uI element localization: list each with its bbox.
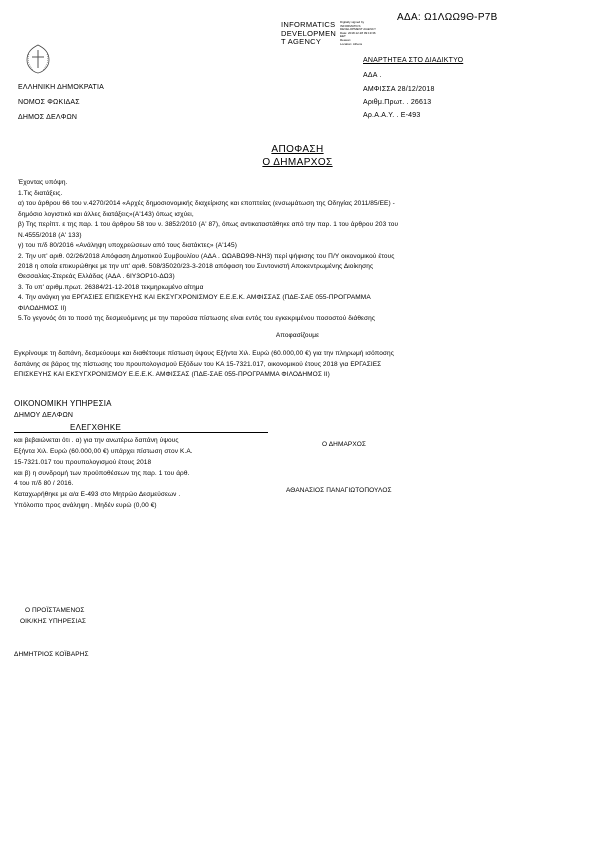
publish-online-label: ΑΝΑΡΤΗΤΕΑ ΣΤΟ ΔΙΑΔΙΚΤΥΟ: [363, 57, 464, 64]
finance-line: και β) η συνδρομή των προϋποθέσεων της παρ. 1 του άρθ.: [14, 470, 190, 477]
body-line: Ν.4555/2018 (Α' 133): [18, 232, 82, 239]
decision-heading: Αποφασίζουμε: [275, 332, 320, 339]
decision-line: Εγκρίνουμε τη δαπάνη, δεσμεύουμε και διαθέτουμε πίστωση ύψους Εξήντα Χιλ. Ευρώ (60.000,00 €) για την πληρωμή ισόποσης: [14, 350, 394, 357]
decision-line: δαπάνης σε βάρος της πίστωσης του προυπολογισμού Εξόδων του ΚΑ 15-7321.017, οικονομικού έτους 2018 για ΕΡΓΑΣΙΕΣ: [14, 361, 382, 368]
finance-service-label: ΟΙΚΟΝΟΜΙΚΗ ΥΠΗΡΕΣΙΑ: [14, 399, 112, 408]
body-line: 2018 η οποία επικυρώθηκε με την υπ' αριθ. 508/35020/23-3-2018 απόφαση του Συντονιστή Αποκεντρωμένης Διοίκησης: [18, 263, 374, 270]
body-line: 3. Το υπ' αριθμ.πρωτ. 26384/21-12-2018 τεκμηριωμένο αίτημα: [18, 284, 204, 291]
agency-name-line: DEVELOPMEN: [281, 28, 337, 38]
signature-line: DEVELOPMENT AGENCY: [340, 27, 376, 32]
body-line: α) του άρθρου 66 του ν.4270/2014 «Αρχές δημοσιονομικής διαχείρισης και εποπτείας (ενσωμάτωση της Οδηγίας 2011/85/ΕΕ) -: [18, 200, 395, 207]
place-date: ΑΜΦΙΣΣΑ 28/12/2018: [363, 86, 435, 93]
coat-of-arms-icon: [22, 42, 54, 76]
finance-line: Υπόλοιπο προς ανάληψη . Μηδέν ευρώ (0,00 €): [14, 502, 157, 509]
aay-number: Αρ.Α.Α.Υ. . Ε-493: [363, 112, 421, 119]
signature-line: INFORMATICS: [340, 23, 361, 28]
mayor-label: Ο ΔΗΜΑΡΧΟΣ: [322, 441, 367, 448]
protocol-number: Αριθμ.Πρωτ. . 26613: [363, 99, 432, 106]
ada-label: ΑΔΑ .: [363, 72, 382, 79]
head-officer-name: ΔΗΜΗΤΡΙΟΣ ΚΟΪΒΑΡΗΣ: [14, 651, 89, 658]
document-title: ΑΠΟΦΑΣΗ: [271, 144, 324, 155]
finance-line: Εξήντα Χιλ. Ευρώ (60.000,00 €) υπάρχει πίστωση στον Κ.Α.: [14, 448, 193, 455]
checked-label: ΕΛΕΓΧΘΗΚΕ: [70, 423, 122, 432]
body-line: Θεσσαλίας-Στερεάς Ελλάδας (ΑΔΑ . 6ΙΥ3ΟΡ10-ΔΩ3): [18, 273, 175, 280]
signature-line: Reason:: [340, 37, 352, 42]
head-officer-title: Ο ΠΡΟΪΣΤΑΜΕΝΟΣ: [25, 607, 85, 614]
body-line: 1.Τις διατάξεις.: [18, 190, 63, 197]
body-line: Έχοντας υπόψη.: [18, 179, 68, 186]
body-line: δημόσιο λογιστικό και άλλες διατάξεις»(Α'143) όπως ισχύει,: [18, 211, 194, 218]
body-line: γ) του π/δ 80/2016 «Ανάληψη υποχρεώσεων από τους διατάκτες» (Α'145): [18, 242, 237, 249]
finance-line: 15-7321.017 του προυπολογισμού έτους 2018: [14, 459, 152, 466]
finance-municipality: ΔΗΜΟΥ ΔΕΛΦΩΝ: [14, 412, 74, 419]
body-line: ΦΙΛΟΔΗΜΟΣ ΙΙ): [18, 305, 67, 312]
finance-line: και βεβαιώνεται ότι . α) για την ανωτέρω δαπάνη ύψους: [14, 437, 179, 444]
finance-line: Καταχωρήθηκε με α/α Ε-493 στο Μητρώο Δεσμεύσεων .: [14, 491, 181, 498]
mayor-name: ΑΘΑΝΑΣΙΟΣ ΠΑΝΑΓΙΩΤΟΠΟΥΛΟΣ: [286, 487, 392, 494]
body-line: β) Της περίπτ. ε της παρ. 1 του άρθρου 58 του ν. 3852/2010 (Α' 87), όπως αντικαταστάθηκε από την παρ. 1 του άρθρου 203 του: [18, 221, 399, 228]
header-prefecture: ΝΟΜΟΣ ΦΩΚΙΔΑΣ: [18, 99, 80, 106]
agency-name-line: INFORMATICS: [281, 20, 336, 29]
header-municipality: ΔΗΜΟΣ ΔΕΛΦΩΝ: [18, 114, 78, 121]
header-country: ΕΛΛΗΝΙΚΗ ΔΗΜΟΚΡΑΤΙΑ: [18, 84, 105, 91]
agency-name: [281, 21, 336, 47]
signature-line: Location: Athens: [340, 41, 363, 46]
signature-line: Digitally signed by: [340, 20, 365, 24]
agency-name-line: T AGENCY: [281, 37, 322, 46]
body-line: 5.Το γεγονός ότι το ποσό της δεσμευόμενης με την παρούσα πίστωσης είναι εντός του εγκεκριμένου ποσοστού διάθεσης: [18, 315, 376, 322]
top-ada: ΑΔΑ: Ω1ΛΩΩ9Θ-Ρ7Β: [397, 12, 498, 23]
body-line: 4. Την ανάγκη για ΕΡΓΑΣΙΕΣ ΕΠΙΣΚΕΥΗΣ ΚΑΙ ΕΚΣΥΓΧΡΟΝΙΣΜΟΥ Ε.Ε.Ε.Κ. ΑΜΦΙΣΣΑΣ (ΠΔΕ-ΣΑΕ 055-ΠΡΟΓΡΑΜΜΑ: [18, 294, 371, 301]
decision-line: ΕΠΙΣΚΕΥΗΣ ΚΑΙ ΕΚΣΥΓΧΡΟΝΙΣΜΟΥ Ε.Ε.Ε.Κ. ΑΜΦΙΣΣΑΣ (ΠΔΕ-ΣΑΕ 055-ΠΡΟΓΡΑΜΜΑ ΦΙΛΟΔΗΜΟΣ ΙΙ): [14, 371, 330, 378]
signature-line: Date: 2018.12.28 09:19:36: [340, 30, 376, 35]
document-subtitle: Ο ΔΗΜΑΡΧΟΣ: [262, 157, 333, 168]
body-line: 2. Την υπ' αριθ. 02/26/2018 Απόφαση Δημοτικού Συμβουλίου (ΑΔΑ . ΩΩΑΒΩ9Θ-ΝΗ3) περί ψήφισης του Π/Υ οικονομικού έτους: [18, 253, 395, 260]
head-officer-service: ΟΙΚ/ΚΗΣ ΥΠΗΡΕΣΙΑΣ: [20, 618, 87, 625]
finance-line: 4 του π/δ 80 / 2016.: [14, 480, 74, 487]
finance-divider: [14, 432, 268, 433]
digital-signature-stamp: [340, 21, 376, 46]
signature-line: EET: [340, 34, 346, 39]
